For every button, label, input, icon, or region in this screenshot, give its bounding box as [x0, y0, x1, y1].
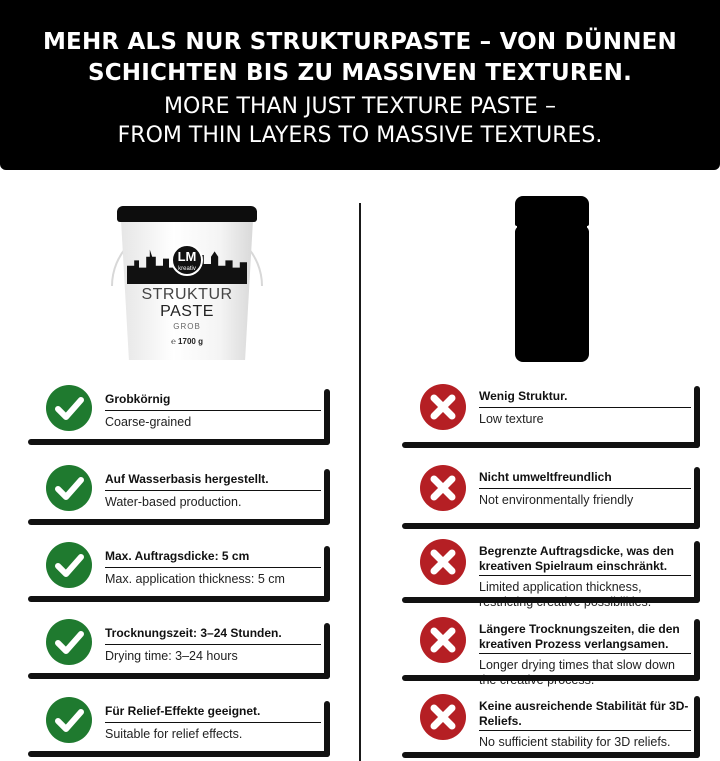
feature-title: Begrenzte Auftragsdicke, was den kreativen Spielraum einschränkt. [479, 544, 674, 573]
feature-title: Längere Trocknungszeiten, die den kreativen Prozess verlangsamen. [479, 622, 680, 651]
feature-separator [479, 575, 691, 576]
feature-separator [105, 567, 321, 568]
drawback-row [402, 613, 702, 681]
card-frame-right [324, 469, 330, 525]
card-frame-bottom [402, 675, 700, 681]
cross-icon [420, 539, 466, 585]
feature-separator [105, 490, 321, 491]
drawback-row [402, 535, 702, 603]
benefit-row [28, 463, 332, 525]
drawback-row [402, 461, 702, 529]
benefit-row [28, 540, 332, 602]
feature-subtitle: Longer drying times that slow down [479, 658, 675, 672]
feature-title: Nicht umweltfreundlich [479, 470, 612, 484]
cross-icon [420, 694, 466, 740]
banner-title-german-1: MEHR ALS NUR STRUKTURPASTE – VON DÜNNEN [42, 29, 678, 55]
banner-title-english-1: MORE THAN JUST TEXTURE PASTE – [164, 94, 556, 119]
feature-title: Keine ausreichende Stabilität für 3D-Reliefs. [479, 699, 689, 728]
brand-logo [171, 244, 203, 276]
benefit-row [28, 695, 332, 757]
generic-product-silhouette [515, 196, 589, 362]
feature-subtitle: Coarse-grained [105, 415, 192, 429]
feature-subtitle: Limited application thickness, [479, 580, 642, 594]
feature-title: Max. Auftragsdicke: 5 cm [105, 549, 250, 563]
checkmark-icon [46, 697, 92, 743]
feature-subtitle: Max. application thickness: 5 cm [105, 572, 285, 586]
product-label-line-2: PASTE [160, 303, 214, 320]
feature-subtitle: Suitable for relief effects. [105, 727, 243, 741]
card-frame-right [324, 546, 330, 602]
feature-separator [105, 722, 321, 723]
checkmark-icon [46, 465, 92, 511]
bucket-lid [117, 206, 257, 222]
header-banner [0, 0, 720, 170]
product-bucket-image [113, 200, 261, 362]
jar-cap [515, 196, 589, 226]
feature-separator [479, 488, 691, 489]
feature-title: Grobkörnig [105, 392, 171, 406]
card-frame-bottom [402, 597, 700, 603]
feature-subtitle: Not environmentally friendly [479, 493, 634, 507]
drawback-row [402, 690, 702, 758]
feature-title: Wenig Struktur. [479, 389, 568, 403]
card-frame-bottom [28, 519, 330, 525]
benefit-row [28, 383, 332, 445]
cross-icon [420, 384, 466, 430]
feature-subtitle: No sufficient stability for 3D reliefs. [479, 735, 671, 749]
banner-title-english-2: FROM THIN LAYERS TO MASSIVE TEXTURES. [117, 123, 603, 148]
card-frame-bottom [402, 442, 700, 448]
product-weight: ℮ 1700 g [171, 337, 203, 346]
card-frame-bottom [28, 673, 330, 679]
feature-separator [479, 730, 691, 731]
feature-separator [105, 644, 321, 645]
feature-separator [105, 410, 321, 411]
card-frame-right [324, 623, 330, 679]
banner-title-german-2: SCHICHTEN BIS ZU MASSIVEN TEXTUREN. [87, 60, 633, 86]
feature-separator [479, 407, 691, 408]
feature-title: Für Relief-Effekte geeignet. [105, 704, 261, 718]
feature-separator [479, 653, 691, 654]
card-frame-bottom [402, 752, 700, 758]
card-frame-right [324, 701, 330, 757]
brand-logo-text: LM [177, 249, 197, 264]
column-divider [359, 203, 361, 761]
product-label-line-1: STRUKTUR [141, 286, 233, 303]
card-frame-right [694, 696, 700, 758]
cross-icon [420, 617, 466, 663]
card-frame-right [694, 467, 700, 529]
card-frame-right [694, 619, 700, 681]
drawback-row [402, 380, 702, 448]
card-frame-bottom [28, 596, 330, 602]
checkmark-icon [46, 619, 92, 665]
card-frame-bottom [28, 439, 330, 445]
card-frame-right [694, 541, 700, 603]
checkmark-icon [46, 385, 92, 431]
card-frame-right [324, 389, 330, 445]
feature-subtitle: Drying time: 3–24 hours [105, 649, 238, 663]
benefit-row [28, 617, 332, 679]
skyline-band [127, 278, 247, 284]
card-frame-right [694, 386, 700, 448]
jar-body [515, 226, 589, 362]
card-frame-bottom [402, 523, 700, 529]
feature-title: Trocknungszeit: 3–24 Stunden. [105, 626, 282, 640]
feature-title: Auf Wasserbasis hergestellt. [105, 472, 269, 486]
product-label-line-3: GROB [173, 322, 201, 331]
cross-icon [420, 465, 466, 511]
brand-logo-subtext: kreativ [178, 266, 196, 272]
checkmark-icon [46, 542, 92, 588]
feature-subtitle: Low texture [479, 412, 544, 426]
feature-subtitle: Water-based production. [105, 495, 242, 509]
card-frame-bottom [28, 751, 330, 757]
